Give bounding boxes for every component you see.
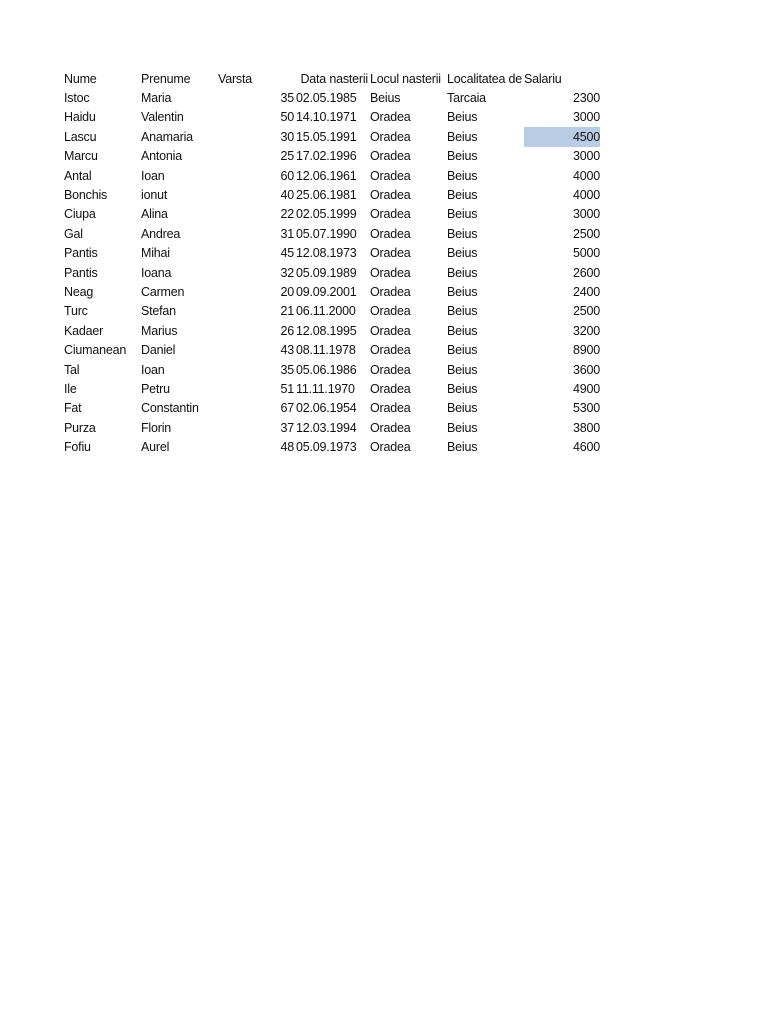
cell-varsta[interactable]: 26 <box>280 323 294 338</box>
cell-varsta-empty[interactable] <box>218 263 272 282</box>
cell-localitatea[interactable]: Beius <box>447 381 478 396</box>
cell-prenume[interactable]: Ioan <box>141 168 165 183</box>
cell-prenume[interactable]: Petru <box>141 381 170 396</box>
cell-varsta-empty[interactable] <box>218 302 272 321</box>
cell-localitatea[interactable]: Beius <box>447 246 478 261</box>
cell-salariu[interactable]: 2500 <box>573 304 601 319</box>
cell-locul-nasterii[interactable]: Oradea <box>370 323 411 338</box>
cell-varsta[interactable]: 51 <box>280 381 294 396</box>
cell-salariu[interactable]: 4000 <box>573 168 601 183</box>
cell-prenume[interactable]: Maria <box>141 91 172 106</box>
cell-prenume[interactable]: Andrea <box>141 226 181 241</box>
cell-data-nasterii[interactable]: 12.03.1994 <box>296 420 357 435</box>
cell-localitatea[interactable]: Beius <box>447 362 478 377</box>
cell-localitatea[interactable]: Beius <box>447 226 478 241</box>
table-row <box>64 205 600 224</box>
cell-varsta[interactable]: 35 <box>280 91 294 106</box>
cell-salariu[interactable]: 2500 <box>573 226 601 241</box>
cell-prenume[interactable]: Florin <box>141 420 172 435</box>
cell-nume[interactable]: Fat <box>64 401 82 416</box>
cell-data-nasterii[interactable]: 05.09.1973 <box>296 440 357 455</box>
cell-localitatea[interactable]: Beius <box>447 440 478 455</box>
cell-data-nasterii[interactable]: 02.06.1954 <box>296 401 357 416</box>
table-row <box>64 379 600 398</box>
cell-data-nasterii[interactable]: 05.09.1989 <box>296 265 357 280</box>
table-row <box>64 302 600 321</box>
cell-data-nasterii[interactable]: 06.11.2000 <box>296 304 356 319</box>
cell-varsta[interactable]: 32 <box>280 265 294 280</box>
header-localitatea[interactable]: Localitatea de <box>447 71 523 86</box>
cell-prenume[interactable]: Valentin <box>141 110 184 125</box>
cell-localitatea[interactable]: Beius <box>447 420 478 435</box>
cell-locul-nasterii[interactable]: Oradea <box>370 265 411 280</box>
table-body <box>64 88 600 456</box>
cell-nume[interactable]: Ile <box>64 381 77 396</box>
cell-varsta-empty[interactable] <box>218 127 272 146</box>
cell-data-nasterii[interactable]: 15.05.1991 <box>296 129 357 144</box>
cell-nume[interactable]: Haidu <box>64 110 96 125</box>
cell-data-nasterii[interactable]: 08.11.1978 <box>296 343 356 358</box>
cell-salariu[interactable]: 5300 <box>573 401 601 416</box>
table-row <box>64 263 600 282</box>
header-row <box>64 69 600 88</box>
cell-locul-nasterii[interactable]: Oradea <box>370 149 411 164</box>
cell-localitatea[interactable]: Beius <box>447 168 478 183</box>
cell-data-nasterii[interactable]: 05.07.1990 <box>296 226 357 241</box>
employee-table <box>64 69 600 457</box>
cell-data-nasterii[interactable]: 14.10.1971 <box>296 110 357 125</box>
cell-locul-nasterii[interactable]: Oradea <box>370 401 411 416</box>
cell-data-nasterii[interactable]: 17.02.1996 <box>296 149 357 164</box>
cell-varsta-empty[interactable] <box>218 282 272 301</box>
header-varsta[interactable]: Varsta <box>218 71 252 86</box>
table-row <box>64 418 600 437</box>
cell-locul-nasterii[interactable]: Oradea <box>370 207 411 222</box>
cell-nume[interactable]: Bonchis <box>64 188 108 203</box>
cell-data-nasterii[interactable]: 02.05.1985 <box>296 91 357 106</box>
cell-localitatea[interactable]: Tarcaia <box>447 91 486 106</box>
header-locul-nasterii[interactable]: Locul nasterii <box>370 71 441 86</box>
cell-varsta-empty[interactable] <box>218 205 272 224</box>
cell-prenume[interactable]: Mihai <box>141 246 170 261</box>
header-prenume[interactable]: Prenume <box>141 71 191 86</box>
cell-locul-nasterii[interactable]: Oradea <box>370 226 411 241</box>
cell-data-nasterii[interactable]: 11.11.1970 <box>296 381 355 396</box>
cell-localitatea[interactable]: Beius <box>447 284 478 299</box>
table-row <box>64 244 600 263</box>
cell-locul-nasterii[interactable]: Oradea <box>370 110 411 125</box>
cell-localitatea[interactable]: Beius <box>447 265 478 280</box>
cell-nume[interactable]: Gal <box>64 226 83 241</box>
table-row <box>64 224 600 243</box>
cell-localitatea[interactable]: Beius <box>447 304 478 319</box>
cell-data-nasterii[interactable]: 25.06.1981 <box>296 188 357 203</box>
cell-data-nasterii[interactable]: 12.08.1973 <box>296 246 357 261</box>
cell-salariu[interactable]: 3000 <box>573 149 601 164</box>
cell-locul-nasterii[interactable]: Oradea <box>370 440 411 455</box>
cell-prenume[interactable]: Ioana <box>141 265 172 280</box>
cell-nume[interactable]: Antal <box>64 168 92 183</box>
cell-prenume[interactable]: Marius <box>141 323 178 338</box>
cell-varsta[interactable]: 37 <box>280 420 294 435</box>
cell-nume[interactable]: Fofiu <box>64 440 91 455</box>
cell-prenume[interactable]: Aurel <box>141 440 170 455</box>
cell-varsta[interactable]: 67 <box>280 401 294 416</box>
cell-localitatea[interactable]: Beius <box>447 188 478 203</box>
cell-varsta-empty[interactable] <box>218 418 272 437</box>
table-row <box>64 127 600 146</box>
cell-localitatea[interactable]: Beius <box>447 207 478 222</box>
cell-varsta[interactable]: 21 <box>280 304 294 319</box>
selected-cell-salariu[interactable]: 4500 <box>524 127 600 146</box>
cell-prenume[interactable]: Ioan <box>141 362 165 377</box>
cell-localitatea[interactable]: Beius <box>447 129 478 144</box>
cell-varsta-empty[interactable] <box>218 88 272 107</box>
cell-varsta[interactable]: 60 <box>280 168 294 183</box>
table-row <box>64 321 600 340</box>
cell-nume[interactable]: Purza <box>64 420 96 435</box>
cell-nume[interactable]: Istoc <box>64 91 90 106</box>
cell-salariu[interactable]: 2600 <box>573 265 601 280</box>
cell-prenume[interactable]: Daniel <box>141 343 176 358</box>
cell-salariu[interactable]: 4900 <box>573 381 601 396</box>
header-data-nasterii[interactable]: Data nasterii <box>300 71 369 86</box>
cell-locul-nasterii[interactable]: Oradea <box>370 304 411 319</box>
cell-nume[interactable]: Marcu <box>64 149 98 164</box>
cell-locul-nasterii[interactable]: Beius <box>370 91 401 106</box>
cell-varsta[interactable]: 48 <box>280 440 294 455</box>
cell-salariu[interactable]: 4000 <box>573 188 601 203</box>
cell-salariu[interactable]: 5000 <box>573 246 601 261</box>
cell-prenume[interactable]: Anamaria <box>141 129 193 144</box>
cell-salariu[interactable]: 2400 <box>573 284 601 299</box>
table-row <box>64 88 600 107</box>
table-row <box>64 437 600 456</box>
cell-localitatea[interactable]: Beius <box>447 110 478 125</box>
cell-nume[interactable]: Lascu <box>64 129 97 144</box>
cell-varsta-empty[interactable] <box>218 379 272 398</box>
cell-locul-nasterii[interactable]: Oradea <box>370 381 411 396</box>
cell-locul-nasterii[interactable]: Oradea <box>370 188 411 203</box>
cell-salariu[interactable]: 3000 <box>573 110 601 125</box>
cell-prenume[interactable]: Constantin <box>141 401 199 416</box>
cell-nume[interactable]: Tal <box>64 362 80 377</box>
cell-varsta-empty[interactable] <box>218 321 272 340</box>
cell-salariu[interactable]: 2300 <box>573 91 601 106</box>
cell-nume[interactable]: Neag <box>64 284 94 299</box>
cell-varsta[interactable]: 31 <box>280 226 294 241</box>
cell-locul-nasterii[interactable]: Oradea <box>370 129 411 144</box>
cell-varsta[interactable]: 35 <box>280 362 294 377</box>
cell-nume[interactable]: Ciupa <box>64 207 96 222</box>
cell-data-nasterii[interactable]: 12.06.1961 <box>296 168 357 183</box>
cell-salariu[interactable]: 4600 <box>573 440 601 455</box>
cell-localitatea[interactable]: Beius <box>447 149 478 164</box>
table-row <box>64 399 600 418</box>
cell-varsta[interactable]: 30 <box>280 129 294 144</box>
cell-data-nasterii[interactable]: 02.05.1999 <box>296 207 357 222</box>
cell-varsta-empty[interactable] <box>218 185 272 204</box>
cell-nume[interactable]: Turc <box>64 304 88 319</box>
cell-locul-nasterii[interactable]: Oradea <box>370 246 411 261</box>
cell-varsta[interactable]: 22 <box>280 207 294 222</box>
table-row <box>64 340 600 359</box>
table-row <box>64 166 600 185</box>
header-salariu[interactable]: Salariu <box>524 71 562 86</box>
cell-varsta-empty[interactable] <box>218 399 272 418</box>
cell-varsta[interactable]: 50 <box>280 110 294 125</box>
cell-localitatea[interactable]: Beius <box>447 401 478 416</box>
cell-varsta[interactable]: 40 <box>280 188 294 203</box>
cell-localitatea[interactable]: Beius <box>447 323 478 338</box>
cell-locul-nasterii[interactable]: Oradea <box>370 420 411 435</box>
cell-locul-nasterii[interactable]: Oradea <box>370 343 411 358</box>
cell-locul-nasterii[interactable]: Oradea <box>370 168 411 183</box>
cell-data-nasterii[interactable]: 12.08.1995 <box>296 323 357 338</box>
cell-data-nasterii[interactable]: 05.06.1986 <box>296 362 357 377</box>
cell-prenume[interactable]: Alina <box>141 207 168 222</box>
table-row <box>64 185 600 204</box>
cell-salariu[interactable]: 3000 <box>573 207 601 222</box>
cell-nume[interactable]: Kadaer <box>64 323 104 338</box>
cell-locul-nasterii[interactable]: Oradea <box>370 362 411 377</box>
cell-prenume[interactable]: Antonia <box>141 149 182 164</box>
cell-varsta[interactable]: 20 <box>280 284 294 299</box>
spreadsheet-page <box>64 69 604 457</box>
cell-data-nasterii[interactable]: 09.09.2001 <box>296 284 357 299</box>
cell-salariu[interactable]: 3600 <box>573 362 601 377</box>
cell-varsta-empty[interactable] <box>218 360 272 379</box>
cell-varsta-empty[interactable] <box>218 108 272 127</box>
cell-prenume[interactable]: Carmen <box>141 284 185 299</box>
cell-salariu[interactable]: 3200 <box>573 323 601 338</box>
cell-nume[interactable]: Pantis <box>64 246 98 261</box>
cell-varsta-empty[interactable] <box>218 166 272 185</box>
header-nume[interactable]: Nume <box>64 71 97 86</box>
cell-salariu[interactable]: 8900 <box>573 343 601 358</box>
table-row <box>64 108 600 127</box>
cell-prenume[interactable]: Stefan <box>141 304 176 319</box>
cell-salariu[interactable]: 3800 <box>573 420 601 435</box>
cell-varsta-empty[interactable] <box>218 147 272 166</box>
table-row <box>64 147 600 166</box>
cell-varsta[interactable]: 25 <box>280 149 294 164</box>
cell-varsta-empty[interactable] <box>218 437 272 456</box>
cell-varsta-empty[interactable] <box>218 224 272 243</box>
cell-locul-nasterii[interactable]: Oradea <box>370 284 411 299</box>
table-row <box>64 282 600 301</box>
cell-varsta[interactable]: 43 <box>280 343 294 358</box>
cell-prenume[interactable]: ionut <box>141 188 168 203</box>
cell-nume[interactable]: Ciumanean <box>64 343 127 358</box>
cell-varsta-empty[interactable] <box>218 340 272 359</box>
cell-varsta[interactable]: 45 <box>280 246 294 261</box>
cell-varsta-empty[interactable] <box>218 244 272 263</box>
cell-localitatea[interactable]: Beius <box>447 343 478 358</box>
table-row <box>64 360 600 379</box>
cell-nume[interactable]: Pantis <box>64 265 98 280</box>
